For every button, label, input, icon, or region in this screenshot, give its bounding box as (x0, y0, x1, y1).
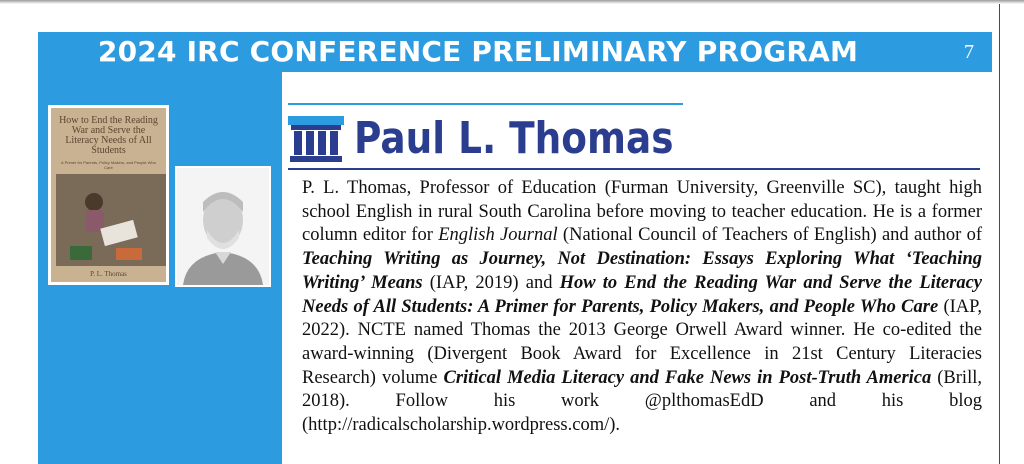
book-cover-photo-illustration (56, 174, 166, 266)
header-bar (38, 32, 992, 72)
speaker-bio (302, 177, 982, 438)
speaker-heading (288, 110, 988, 168)
speaker-portrait (175, 166, 271, 287)
book-cover-photo (56, 174, 161, 266)
speaker-name: Paul L. Thomas (354, 113, 674, 164)
pillar-icon (288, 116, 344, 162)
book-cover-author: P. L. Thomas (90, 270, 127, 278)
bio-book-title: Teaching Writing as Journey, Not Destination: Essays Exploring What ‘Teaching Writing’ Means (302, 249, 982, 293)
bio-text: (National Council of Teachers of English) and author of (557, 225, 982, 246)
bio-journal-title: English Journal (438, 225, 558, 246)
bio-text: (Brill, 2018). Follow his work @plthomasEdD and his blog (http://radicalscholarship.wordpress.com/). (302, 367, 982, 436)
bio-book-title: How to End the Reading War and Serve the Literacy Needs of All Students: A Primer for Parents, Policy Makers, and People Who Care (302, 272, 982, 317)
speaker-portrait-photo (177, 168, 269, 285)
portrait-illustration (177, 168, 269, 285)
name-underline (288, 168, 980, 170)
page-number: 7 (964, 41, 974, 63)
window-top-shadow (0, 0, 1024, 4)
bio-text: (IAP, 2022). NCTE named Thomas the 2013 George Orwell Award winner. He co-edited the award-winning (Divergent Book Award for Excellence in 21st Century Literacies Research) volume (302, 296, 983, 388)
top-divider (288, 103, 683, 105)
bio-book-title: Critical Media Literacy and Fake News in Post-Truth America (443, 367, 932, 388)
bio-text: (IAP, 2019) and (422, 272, 560, 293)
book-cover-subtitle: A Primer for Parents, Policy Makers, and People Who Care (61, 160, 156, 170)
bio-text: P. L. Thomas, Professor of Education (Furman University, Greenville SC), taught high school English in rural South Carolina before moving to teacher education. He is a former column editor for (302, 178, 982, 246)
book-cover-title: How to End the Reading War and Serve the Literacy Needs of All Students (59, 115, 158, 156)
book-cover-image (48, 105, 169, 285)
page-title: 2024 IRC CONFERENCE PRELIMINARY PROGRAM (97, 35, 859, 68)
book-cover-artwork (51, 108, 166, 282)
